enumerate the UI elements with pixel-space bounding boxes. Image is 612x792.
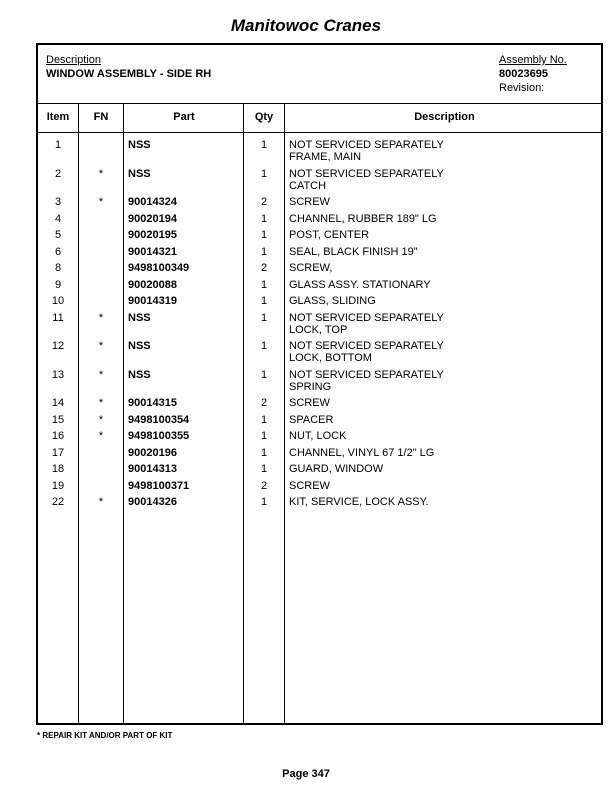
description-block (46, 53, 211, 81)
fn-cell: * (98, 413, 104, 426)
description-value: WINDOW ASSEMBLY - SIDE RH (46, 68, 212, 80)
document-title: Manitowoc Cranes (230, 16, 382, 35)
qty-cell: 1 (260, 311, 268, 324)
item-cell: 6 (54, 245, 62, 258)
description-cell: SCREW (289, 196, 330, 208)
assembly-header (38, 45, 601, 104)
part-number-cell: 90020196 (128, 446, 177, 459)
description-cell: KIT, SERVICE, LOCK ASSY. (289, 496, 429, 508)
item-cell: 14 (51, 397, 65, 409)
description-cell: SPACER (289, 413, 334, 426)
description-continuation: LOCK, BOTTOM (289, 352, 372, 364)
qty-cell: 1 (260, 139, 268, 151)
fn-cell: * (98, 397, 104, 409)
part-number-cell: 90014321 (128, 245, 177, 258)
qty-cell: 1 (260, 278, 268, 291)
item-cell: 17 (51, 446, 65, 459)
qty-cell: 1 (260, 295, 268, 307)
qty-cell: 2 (260, 196, 268, 208)
revision-label: Revision: (499, 82, 545, 94)
item-cell: 8 (54, 262, 62, 274)
part-number-cell: NSS (128, 311, 151, 324)
part-number-cell: 90014313 (128, 463, 177, 475)
part-number-cell: 9498100354 (128, 413, 190, 426)
col-fn-header: FN (93, 111, 109, 123)
fn-cell: * (98, 196, 104, 208)
column-divider (123, 103, 124, 723)
item-cell: 10 (51, 295, 65, 307)
description-continuation: LOCK, TOP (289, 323, 348, 336)
page-number: Page 347 (282, 768, 330, 780)
part-number-cell: 9498100371 (128, 479, 190, 492)
description-continuation: FRAME, MAIN (289, 151, 362, 163)
qty-cell: 1 (260, 463, 268, 475)
description-cell: NOT SERVICED SEPARATELY (289, 139, 444, 151)
description-cell: GUARD, WINDOW (289, 463, 384, 475)
footnote: * REPAIR KIT AND/OR PART OF KIT (37, 731, 173, 740)
qty-cell: 1 (260, 368, 268, 381)
description-cell: SEAL, BLACK FINISH 19" (289, 245, 418, 258)
qty-cell: 1 (260, 413, 268, 426)
assembly-label: Assembly No. (499, 54, 567, 66)
description-cell: NOT SERVICED SEPARATELY (289, 340, 444, 352)
qty-cell: 1 (260, 496, 268, 508)
item-cell: 3 (54, 196, 62, 208)
qty-cell: 1 (260, 430, 268, 442)
col-qty-header: Qty (254, 111, 274, 123)
description-cell: CHANNEL, VINYL 67 1/2" LG (289, 446, 435, 459)
item-cell: 22 (51, 496, 65, 508)
part-number-cell: 90020194 (128, 212, 177, 225)
assembly-number: 80023695 (499, 68, 548, 80)
qty-cell: 1 (260, 167, 268, 180)
part-number-cell: NSS (128, 167, 151, 180)
description-cell: NOT SERVICED SEPARATELY (289, 311, 444, 324)
item-cell: 15 (51, 413, 65, 426)
description-continuation: SPRING (289, 380, 332, 393)
fn-cell: * (98, 311, 104, 324)
item-cell: 16 (51, 430, 65, 442)
description-cell: NOT SERVICED SEPARATELY (289, 167, 444, 180)
description-cell: SCREW, (289, 262, 333, 274)
description-label: Description (46, 54, 102, 66)
col-part-header: Part (173, 111, 195, 123)
fn-cell: * (98, 430, 104, 442)
fn-cell: * (98, 496, 104, 508)
col-description-header: Description (414, 111, 475, 123)
qty-cell: 2 (260, 262, 268, 274)
fn-cell: * (98, 340, 104, 352)
part-number-cell: 90014315 (128, 397, 177, 409)
parts-list-frame (36, 43, 603, 725)
item-cell: 5 (54, 229, 62, 241)
item-cell: 19 (51, 479, 65, 492)
description-cell: GLASS, SLIDING (289, 295, 376, 307)
item-cell: 1 (54, 139, 62, 151)
col-item-header: Item (46, 111, 70, 123)
item-cell: 13 (51, 368, 65, 381)
description-cell: POST, CENTER (289, 229, 370, 241)
item-cell: 12 (51, 340, 65, 352)
part-number-cell: 90020195 (128, 229, 177, 241)
qty-cell: 1 (260, 212, 268, 225)
item-cell: 2 (54, 167, 62, 180)
part-number-cell: 90014326 (128, 496, 177, 508)
description-continuation: CATCH (289, 179, 327, 192)
qty-cell: 1 (260, 340, 268, 352)
part-number-cell: NSS (128, 368, 151, 381)
description-cell: SCREW (289, 479, 330, 492)
part-number-cell: 90014324 (128, 196, 177, 208)
qty-cell: 2 (260, 479, 268, 492)
fn-cell: * (98, 167, 104, 180)
item-cell: 11 (52, 311, 64, 324)
part-number-cell: NSS (128, 139, 151, 151)
part-number-cell: 90020088 (128, 278, 177, 291)
part-number-cell: 90014319 (128, 295, 177, 307)
part-number-cell: 9498100355 (128, 430, 190, 442)
qty-cell: 2 (260, 397, 268, 409)
assembly-block (499, 53, 567, 95)
part-number-cell: 9498100349 (128, 262, 190, 274)
part-number-cell: NSS (128, 340, 151, 352)
description-cell: NOT SERVICED SEPARATELY (289, 368, 444, 381)
item-cell: 18 (51, 463, 65, 475)
qty-cell: 1 (260, 245, 268, 258)
description-cell: CHANNEL, RUBBER 189" LG (289, 212, 437, 225)
qty-cell: 1 (260, 229, 268, 241)
item-cell: 4 (54, 212, 62, 225)
fn-cell: * (98, 368, 104, 381)
description-cell: SCREW (289, 397, 330, 409)
description-cell: NUT, LOCK (289, 430, 347, 442)
qty-cell: 1 (260, 446, 268, 459)
description-cell: GLASS ASSY. STATIONARY (289, 278, 431, 291)
item-cell: 9 (54, 278, 62, 291)
